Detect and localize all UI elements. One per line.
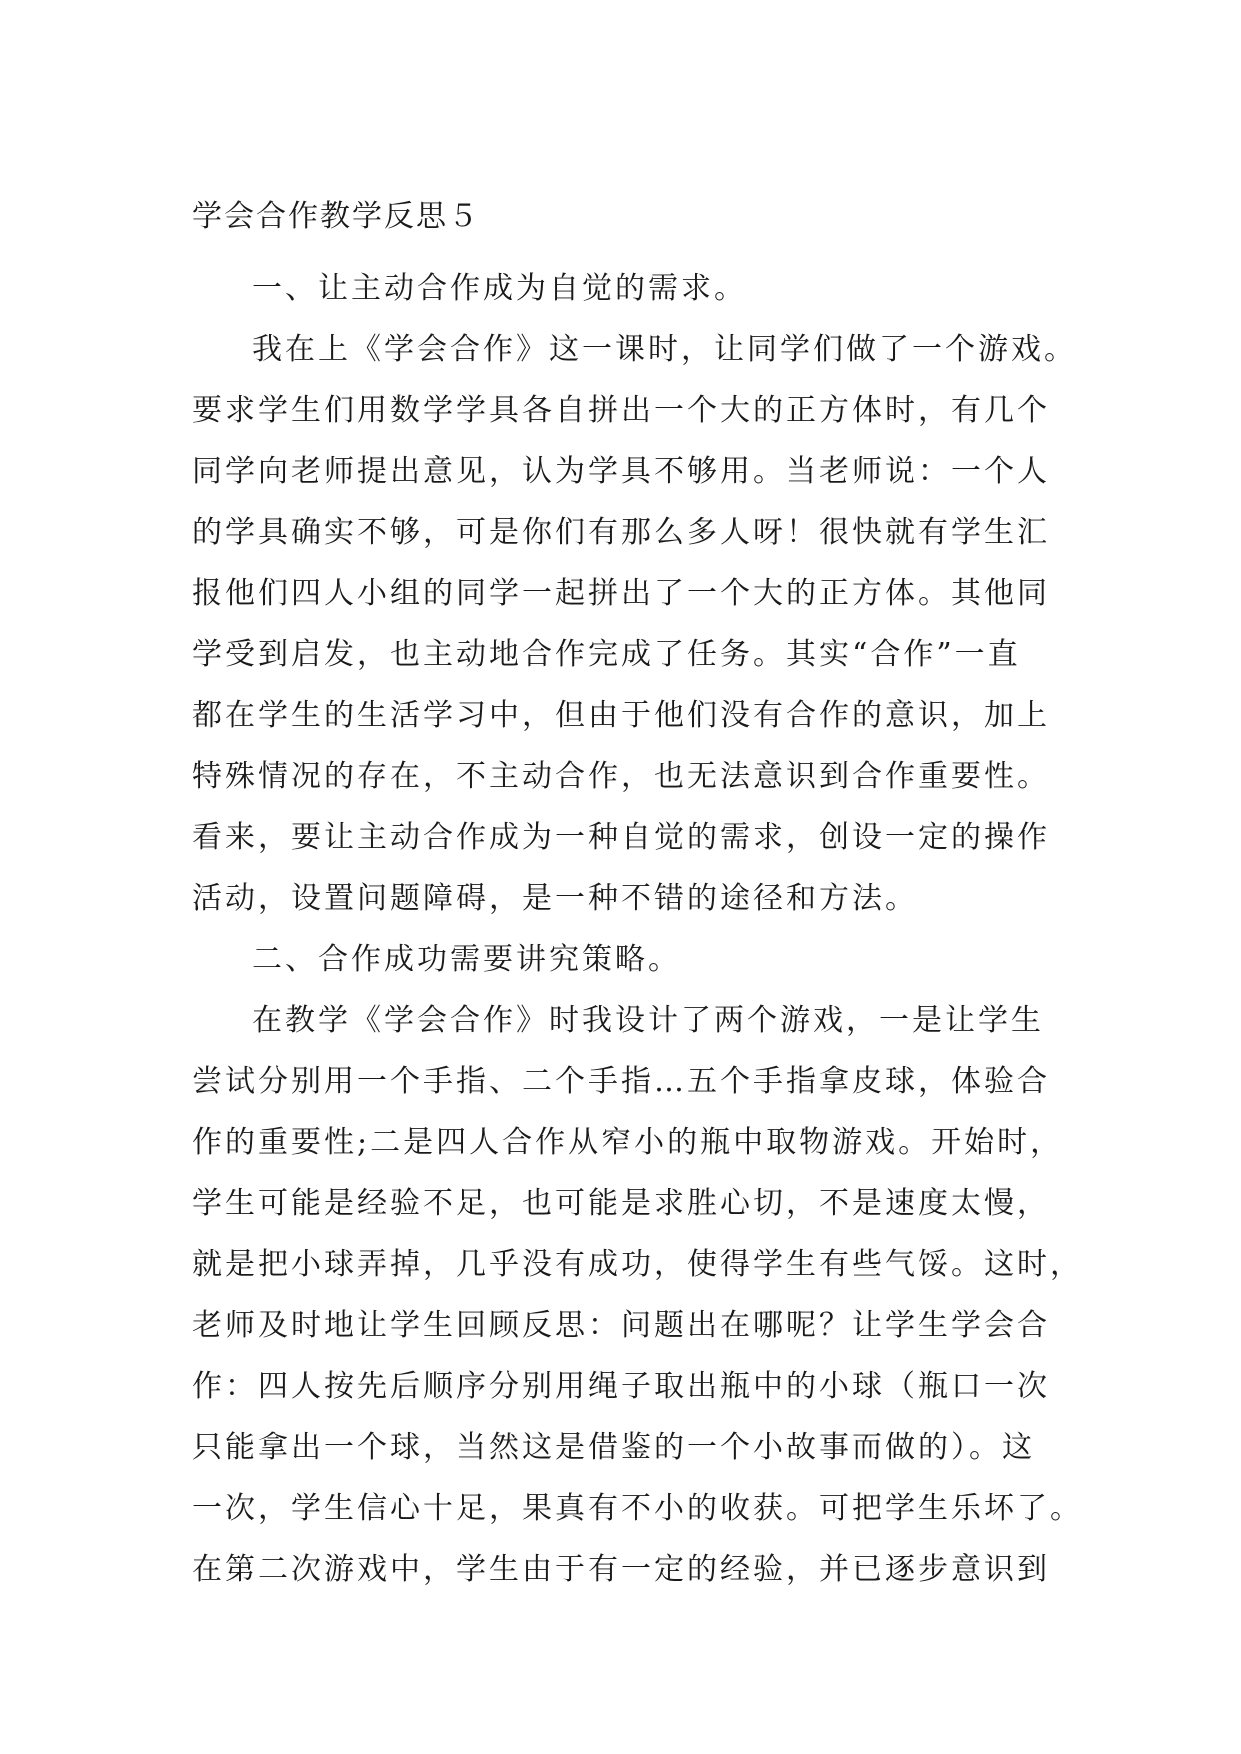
paragraph-line: 的学具确实不够，可是你们有那么多人呀！很快就有学生汇: [192, 515, 1050, 550]
paragraph-line: 都在学生的生活学习中，但由于他们没有合作的意识，加上: [192, 698, 1050, 733]
paragraph-line: 要求学生们用数学学具各自拼出一个大的正方体时，有几个: [192, 393, 1050, 428]
paragraph-line: 作的重要性;二是四人合作从窄小的瓶中取物游戏。开始时，: [192, 1125, 1064, 1160]
paragraph-line: 学受到启发，也主动地合作完成了任务。其实“合作”一直: [192, 637, 1021, 672]
paragraph-line: 作：四人按先后顺序分别用绳子取出瓶中的小球（瓶口一次: [192, 1369, 1050, 1404]
paragraph-1: [192, 319, 1077, 929]
paragraph-line: 尝试分别用一个手指、二个手指…五个手指拿皮球，体验合: [192, 1064, 1050, 1099]
paragraph-line: 活动，设置问题障碍，是一种不错的途径和方法。: [192, 881, 918, 916]
paragraph-line: 就是把小球弄掉，几乎没有成功，使得学生有些气馁。这时，: [192, 1247, 1083, 1282]
paragraph-line: 我在上《学会合作》这一课时，让同学们做了一个游戏。: [252, 332, 1077, 367]
paragraph-line: 同学向老师提出意见，认为学具不够用。当老师说：一个人: [192, 454, 1050, 489]
paragraph-line: 特殊情况的存在，不主动合作，也无法意识到合作重要性。: [192, 759, 1050, 794]
paragraph-line: 看来，要让主动合作成为一种自觉的需求，创设一定的操作: [192, 820, 1050, 855]
paragraph-line: 学生可能是经验不足，也可能是求胜心切，不是速度太慢，: [192, 1186, 1050, 1221]
paragraph-line: 老师及时地让学生回顾反思：问题出在哪呢？让学生学会合: [192, 1308, 1050, 1343]
paragraph-line: 一次，学生信心十足，果真有不小的收获。可把学生乐坏了。: [192, 1491, 1083, 1526]
paragraph-line: 报他们四人小组的同学一起拼出了一个大的正方体。其他同: [192, 576, 1050, 611]
paragraph-2: [192, 990, 1083, 1600]
document-body: [192, 196, 1083, 1600]
paragraph-line: 在第二次游戏中，学生由于有一定的经验，并已逐步意识到: [192, 1552, 1050, 1587]
section-heading-2: 二、合作成功需要讲究策略。: [252, 942, 681, 977]
document-title: 学会合作教学反思５: [192, 199, 480, 234]
paragraph-line: 在教学《学会合作》时我设计了两个游戏，一是让学生: [252, 1003, 1044, 1038]
paragraph-line: 只能拿出一个球，当然这是借鉴的一个小故事而做的）。这: [192, 1430, 1035, 1465]
section-heading-1: 一、让主动合作成为自觉的需求。: [252, 271, 747, 306]
